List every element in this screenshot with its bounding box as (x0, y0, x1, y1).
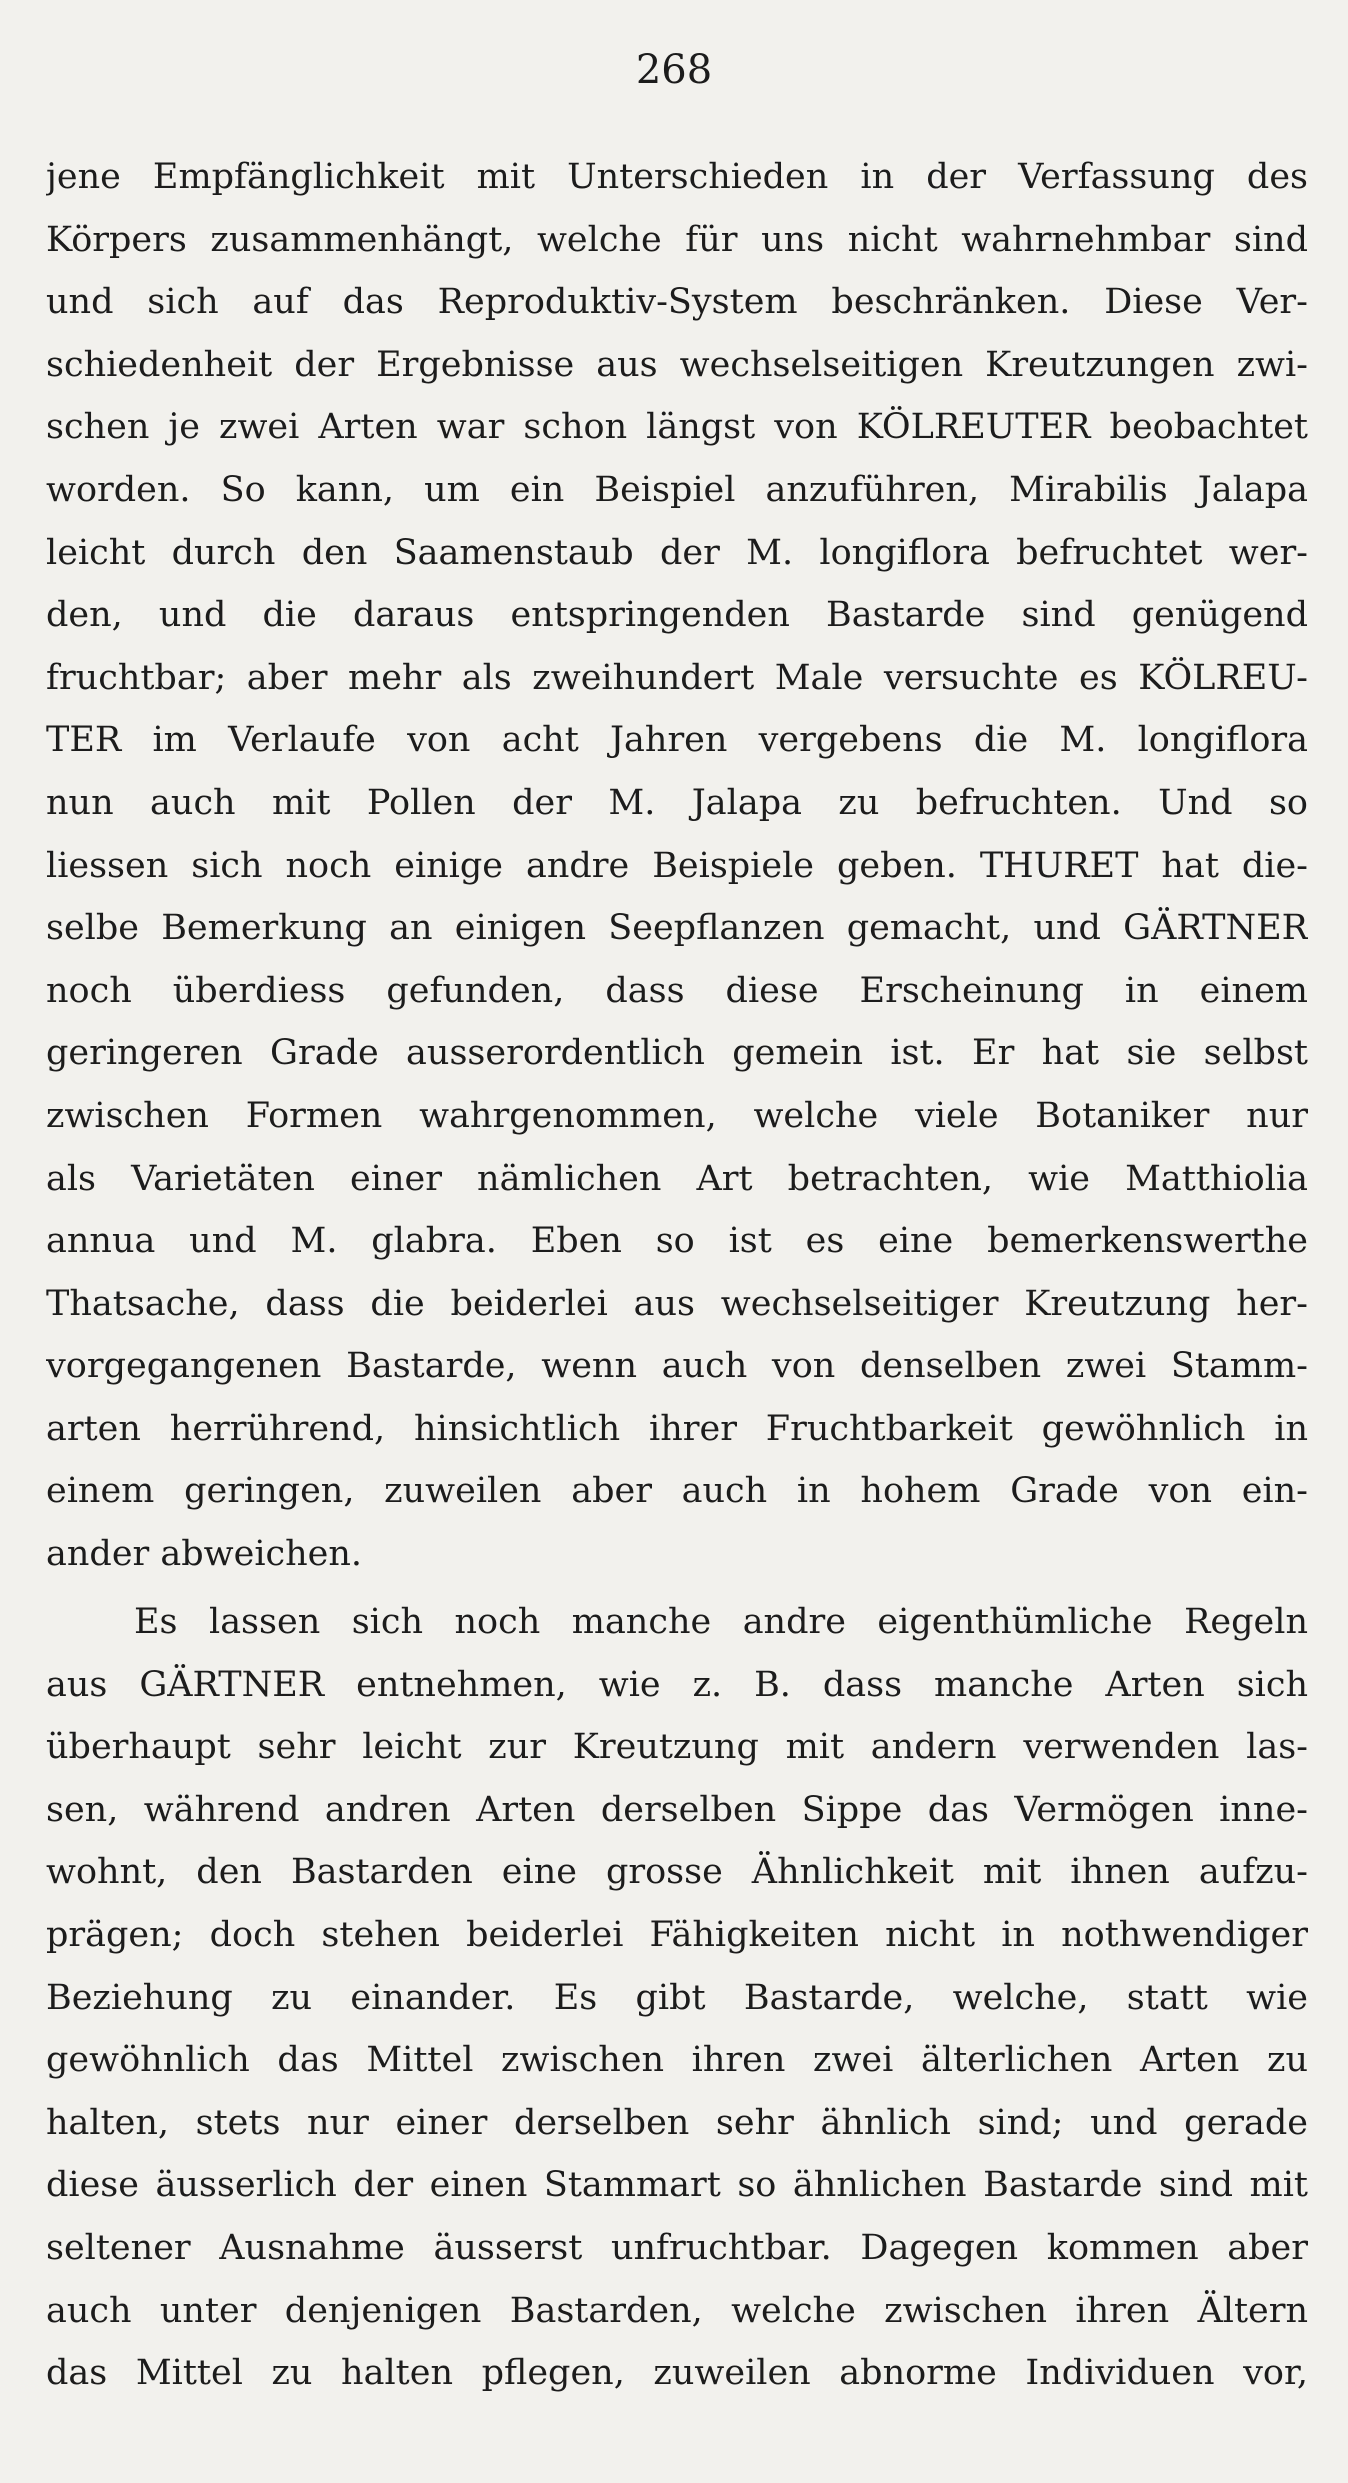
text-line: als Varietäten einer nämlichen Art betrachten, wie Matthiolia (46, 1158, 1308, 1199)
paragraph-1 (46, 146, 1308, 1586)
text-line: Thatsache, dass die beiderlei aus wechselseitiger Kreutzung her- (46, 1283, 1308, 1324)
text-line: TER im Verlaufe von acht Jahren vergebens die M. longiflora (46, 720, 1308, 761)
text-line: schen je zwei Arten war schon längst von KÖLREUTER beobachtet (46, 407, 1308, 448)
text-line: noch überdiess gefunden, dass diese Erscheinung in einem (46, 970, 1308, 1011)
text-line: wohnt, den Bastarden eine grosse Ähnlichkeit mit ihnen aufzu- (46, 1852, 1308, 1893)
text-line: überhaupt sehr leicht zur Kreutzung mit andern verwenden las- (46, 1727, 1308, 1768)
text-line: worden. So kann, um ein Beispiel anzuführen, Mirabilis Jalapa (46, 469, 1308, 510)
text-line: gewöhnlich das Mittel zwischen ihren zwei älterlichen Arten zu (46, 2040, 1308, 2081)
text-line: zwischen Formen wahrgenommen, welche viele Botaniker nur (46, 1095, 1308, 1136)
text-line: ander abweichen. (46, 1534, 363, 1575)
text-line: diese äusserlich der einen Stammart so ähnlichen Bastarde sind mit (46, 2165, 1308, 2206)
text-line: jene Empfänglichkeit mit Unterschieden in der Verfassung des (46, 157, 1308, 197)
text-line: nun auch mit Pollen der M. Jalapa zu befruchten. Und so (46, 782, 1308, 823)
text-line: und sich auf das Reproduktiv-System beschränken. Diese Ver- (46, 282, 1308, 323)
text-line: aus GÄRTNER entnehmen, wie z. B. dass manche Arten sich (46, 1664, 1308, 1705)
text-line: das Mittel zu halten pflegen, zuweilen abnorme Individuen vor, (46, 2353, 1308, 2394)
text-line: auch unter denjenigen Bastarden, welche zwischen ihren Ältern (46, 2290, 1308, 2331)
text-line: liessen sich noch einige andre Beispiele geben. THURET hat die- (46, 845, 1308, 886)
text-line: arten herrührend, hinsichtlich ihrer Fruchtbarkeit gewöhnlich in (46, 1408, 1308, 1449)
text-line: geringeren Grade ausserordentlich gemein ist. Er hat sie selbst (46, 1033, 1308, 1074)
page-number: 268 (635, 47, 713, 93)
paragraph-2 (46, 1591, 1308, 2405)
text-line: Beziehung zu einander. Es gibt Bastarde, welche, statt wie (46, 1977, 1308, 2018)
text-line: prägen; doch stehen beiderlei Fähigkeiten nicht in nothwendiger (46, 1914, 1308, 1955)
text-line: halten, stets nur einer derselben sehr ähnlich sind; und gerade (46, 2102, 1308, 2143)
text-line: seltener Ausnahme äusserst unfruchtbar. Dagegen kommen aber (46, 2227, 1308, 2268)
text-line: vorgegangenen Bastarde, wenn auch von denselben zwei Stamm- (46, 1346, 1308, 1387)
text-line: sen, während andren Arten derselben Sippe das Vermögen inne- (46, 1789, 1308, 1830)
text-line: leicht durch den Saamenstaub der M. longiflora befruchtet wer- (46, 532, 1308, 573)
text-line: einem geringen, zuweilen aber auch in hohem Grade von ein- (46, 1471, 1308, 1512)
text-line: Es lassen sich noch manche andre eigenthümliche Regeln (134, 1602, 1308, 1642)
text-line: annua und M. glabra. Eben so ist es eine bemerkenswerthe (46, 1221, 1308, 1262)
text-line: den, und die daraus entspringenden Bastarde sind genügend (46, 595, 1308, 636)
text-line: fruchtbar; aber mehr als zweihundert Male versuchte es KÖLREU- (46, 657, 1308, 698)
text-line: selbe Bemerkung an einigen Seepflanzen gemacht, und GÄRTNER (46, 908, 1308, 949)
text-line: schiedenheit der Ergebnisse aus wechselseitigen Kreutzungen zwi- (46, 344, 1308, 385)
text-line: Körpers zusammenhängt, welche für uns nicht wahrnehmbar sind (46, 219, 1308, 260)
